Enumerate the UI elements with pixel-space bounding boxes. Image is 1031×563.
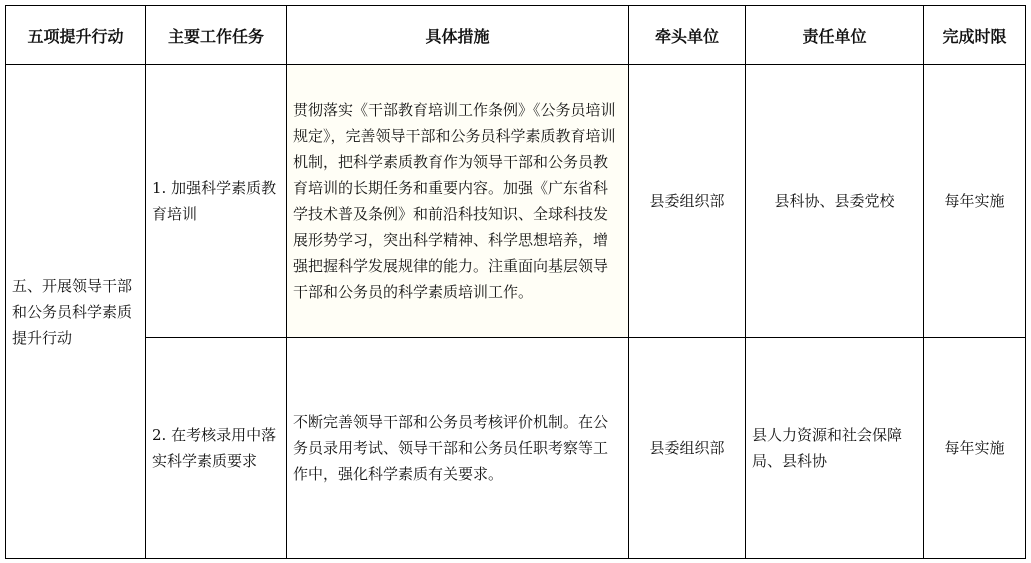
action-cell: 五、开展领导干部和公务员科学素质提升行动 <box>6 65 146 559</box>
lead-unit-cell: 县委组织部 <box>629 338 746 559</box>
task-cell: 2. 在考核录用中落实科学素质要求 <box>146 338 287 559</box>
header-task: 主要工作任务 <box>146 6 287 65</box>
task-cell: 1. 加强科学素质教育培训 <box>146 65 287 338</box>
header-deadline: 完成时限 <box>924 6 1026 65</box>
table-row <box>6 338 1026 559</box>
table-row <box>6 65 1026 338</box>
header-responsible-unit: 责任单位 <box>746 6 924 65</box>
header-lead-unit: 牵头单位 <box>629 6 746 65</box>
deadline-cell: 每年实施 <box>924 65 1026 338</box>
measure-cell: 贯彻落实《干部教育培训工作条例》《公务员培训规定》，完善领导干部和公务员科学素质教育培训机制，把科学素质教育作为领导干部和公务员教育培训的长期任务和重要内容。加强《广东省科学技术普及条例》和前沿科技知识、全球科技发展形势学习，突出科学精神、科学思想培养，增强把握科学发展规律的能力。注重面向基层领导干部和公务员的科学素质培训工作。 <box>287 65 629 338</box>
lead-unit-cell: 县委组织部 <box>629 65 746 338</box>
header-action: 五项提升行动 <box>6 6 146 65</box>
action-plan-table <box>5 5 1026 559</box>
header-row <box>6 6 1026 65</box>
header-measure: 具体措施 <box>287 6 629 65</box>
deadline-cell: 每年实施 <box>924 338 1026 559</box>
responsible-unit-cell: 县人力资源和社会保障局、县科协 <box>746 338 924 559</box>
responsible-unit-cell: 县科协、县委党校 <box>746 65 924 338</box>
measure-cell: 不断完善领导干部和公务员考核评价机制。在公务员录用考试、领导干部和公务员任职考察等工作中，强化科学素质有关要求。 <box>287 338 629 559</box>
